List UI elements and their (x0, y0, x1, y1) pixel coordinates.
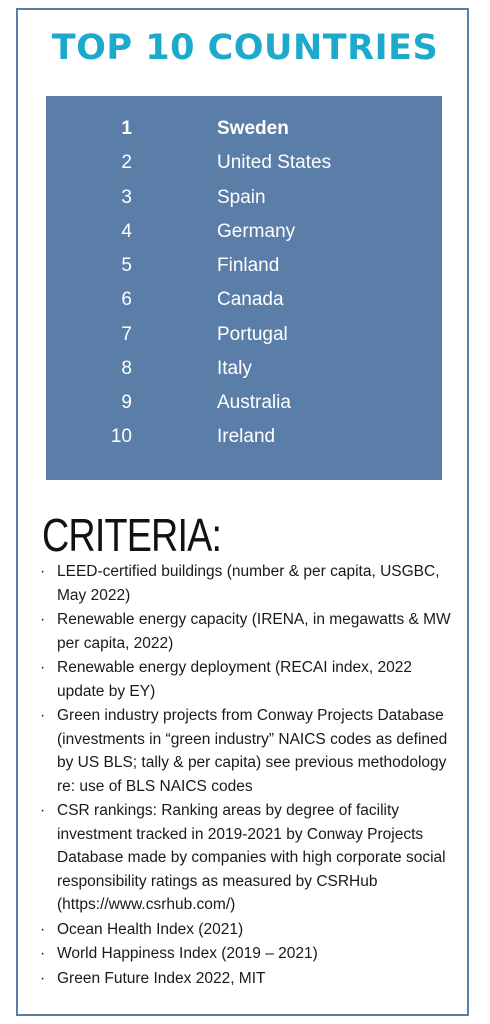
rank-number: 10 (110, 426, 132, 447)
country-name: Australia (217, 392, 291, 413)
ranking-table (46, 96, 442, 480)
criteria-item (40, 967, 460, 991)
criteria-item (40, 942, 460, 966)
rank-number: 4 (121, 221, 132, 242)
criteria-text: Renewable energy capacity (IRENA, in megawatts & MW per capita, 2022) (57, 611, 451, 652)
criteria-list (40, 560, 460, 991)
country-name: Portugal (217, 324, 288, 345)
ranking-row (46, 426, 442, 460)
country-name: Ireland (217, 426, 276, 447)
criteria-item (40, 799, 460, 917)
criteria-item (40, 560, 460, 607)
criteria-text: LEED-certified buildings (number & per capita, USGBC, May 2022) (57, 563, 440, 604)
criteria-item (40, 656, 460, 703)
ranking-row (46, 152, 442, 186)
country-name: Italy (217, 358, 252, 379)
criteria-text: World Happiness Index (2019 – 2021) (57, 945, 318, 962)
criteria-text: Ocean Health Index (2021) (57, 920, 244, 938)
bullet-icon: · (40, 920, 46, 938)
ranking-row (46, 358, 442, 392)
criteria-item (40, 918, 460, 942)
criteria-text: Green industry projects from Conway Projects Database (investments in “green industry” NAICS codes as defined by US BLS; tally & per capita) see previous methodology re: use of BLS NAICS codes (57, 707, 448, 795)
ranking-row (46, 187, 442, 221)
ranking-row (46, 289, 442, 323)
rank-number: 1 (121, 118, 132, 139)
rank-number: 3 (121, 187, 132, 208)
country-name: Sweden (217, 118, 289, 139)
ranking-row (46, 118, 442, 152)
bullet-icon: · (40, 707, 46, 724)
rank-number: 7 (121, 324, 132, 345)
bullet-icon: · (40, 945, 46, 962)
bullet-icon: · (40, 802, 46, 819)
ranking-row (46, 324, 442, 358)
country-name: Spain (217, 187, 266, 208)
country-name: Canada (217, 289, 284, 310)
rank-number: 8 (121, 358, 132, 379)
criteria-text: Renewable energy deployment (RECAI index, 2022 update by EY) (57, 659, 412, 700)
country-name: Finland (217, 255, 280, 276)
bullet-icon: · (40, 659, 46, 676)
criteria-item (40, 704, 460, 798)
criteria-text: Green Future Index 2022, MIT (57, 969, 266, 987)
country-name: United States (217, 152, 332, 173)
rank-number: 2 (121, 152, 132, 173)
rank-number: 6 (121, 289, 132, 310)
ranking-row (46, 255, 442, 289)
bullet-icon: · (40, 969, 46, 987)
criteria-heading: CRITERIA: (42, 509, 222, 561)
country-name: Germany (217, 221, 296, 242)
rank-number: 5 (121, 255, 132, 276)
ranking-row (46, 392, 442, 426)
criteria-item (40, 608, 460, 655)
criteria-text: CSR rankings: Ranking areas by degree of facility investment tracked in 2019-2021 by Conway Projects Database made by companies with high corporate social responsibility ratings as measured by CSRHub (https://www.csrhub.com/) (57, 802, 446, 913)
ranking-row (46, 221, 442, 255)
bullet-icon: · (40, 611, 46, 628)
bullet-icon: · (40, 563, 46, 580)
page-title: TOP 10 COUNTRIES (51, 28, 439, 68)
rank-number: 9 (121, 392, 132, 413)
